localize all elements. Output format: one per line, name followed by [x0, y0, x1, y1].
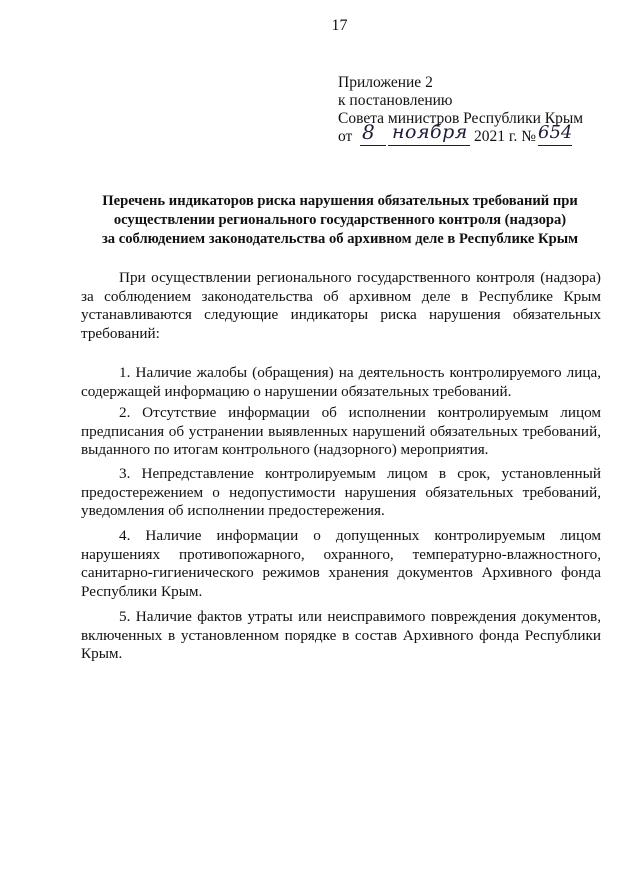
indicator-item-3: [81, 465, 601, 521]
item-5-line-3: Крым.: [81, 645, 123, 662]
item-2-line-1: 2. Отсутствие информации об исполнении контролируемым лицом: [119, 404, 601, 421]
indicator-item-5: [81, 608, 601, 664]
page-number: 17: [331, 17, 348, 34]
document-title: [60, 192, 620, 249]
date-month-blank: [388, 145, 470, 146]
appendix-resolution-label: к постановлению: [338, 92, 453, 109]
intro-line-4: требований:: [81, 324, 160, 342]
doc-number-handwritten: 654: [538, 122, 573, 143]
item-3-line-1: 3. Непредставление контролируемым лицом в срок, установленный: [119, 465, 601, 482]
item-5-line-1: 5. Наличие фактов утраты или неисправимого повреждения документов,: [119, 608, 601, 625]
indicator-item-2: [81, 404, 601, 460]
item-2-line-3: выданного по итогам контрольного (надзорного) мероприятия.: [81, 441, 489, 458]
item-5-line-2: включенных в установленном порядке в состав Архивного фонда Республики: [81, 626, 601, 644]
item-4-line-3: санитарно-гигиенического режимов хранения документов Архивного фонда: [81, 564, 601, 581]
date-day-handwritten: 8: [362, 120, 375, 144]
indicator-item-1: [81, 364, 601, 401]
date-from-label: от: [338, 128, 353, 145]
item-1-line-2: содержащей информацию о нарушении обязательных требований.: [81, 382, 512, 400]
appendix-header: [338, 74, 628, 150]
item-4-line-4: Республики Крым.: [81, 582, 203, 600]
title-line-1: Перечень индикаторов риска нарушения обязательных требований при: [102, 193, 578, 209]
intro-paragraph: [81, 269, 601, 343]
intro-line-3: устанавливаются следующие индикаторы риска нарушения обязательных: [81, 306, 601, 323]
item-4-line-2: нарушениях противопожарного, охранного, температурно-влажностного,: [81, 545, 601, 563]
indicator-item-4: [81, 527, 601, 601]
item-2-line-2: предписания об устранении выявленных нарушений обязательных требований,: [81, 422, 601, 440]
item-3-line-2: предостережением о недопустимости нарушения обязательных требований,: [81, 483, 601, 501]
appendix-issuer: Совета министров Республики Крым: [338, 110, 584, 127]
date-day-blank: [360, 145, 386, 146]
appendix-title: Приложение 2: [338, 74, 433, 91]
intro-line-1: При осуществлении регионального государственного контроля (надзора): [119, 269, 601, 286]
item-4-line-1: 4. Наличие информации о допущенных контролируемым лицом: [119, 527, 601, 544]
item-1-line-1: 1. Наличие жалобы (обращения) на деятельность контролируемого лица,: [119, 364, 601, 381]
appendix-date-number-line: [338, 120, 628, 150]
doc-number-blank: [538, 145, 572, 146]
date-month-handwritten: ноября: [392, 121, 468, 143]
title-line-2: осуществлении регионального государственного контроля (надзора): [113, 212, 567, 228]
date-year-number-label: 2021 г. №: [474, 128, 537, 145]
title-line-3: за соблюдением законодательства об архивном деле в Республике Крым: [101, 231, 579, 247]
item-3-line-3: уведомления об исполнении предостережения.: [81, 502, 385, 519]
intro-line-2: за соблюдением законодательства об архивном деле в Республике Крым: [81, 287, 601, 305]
